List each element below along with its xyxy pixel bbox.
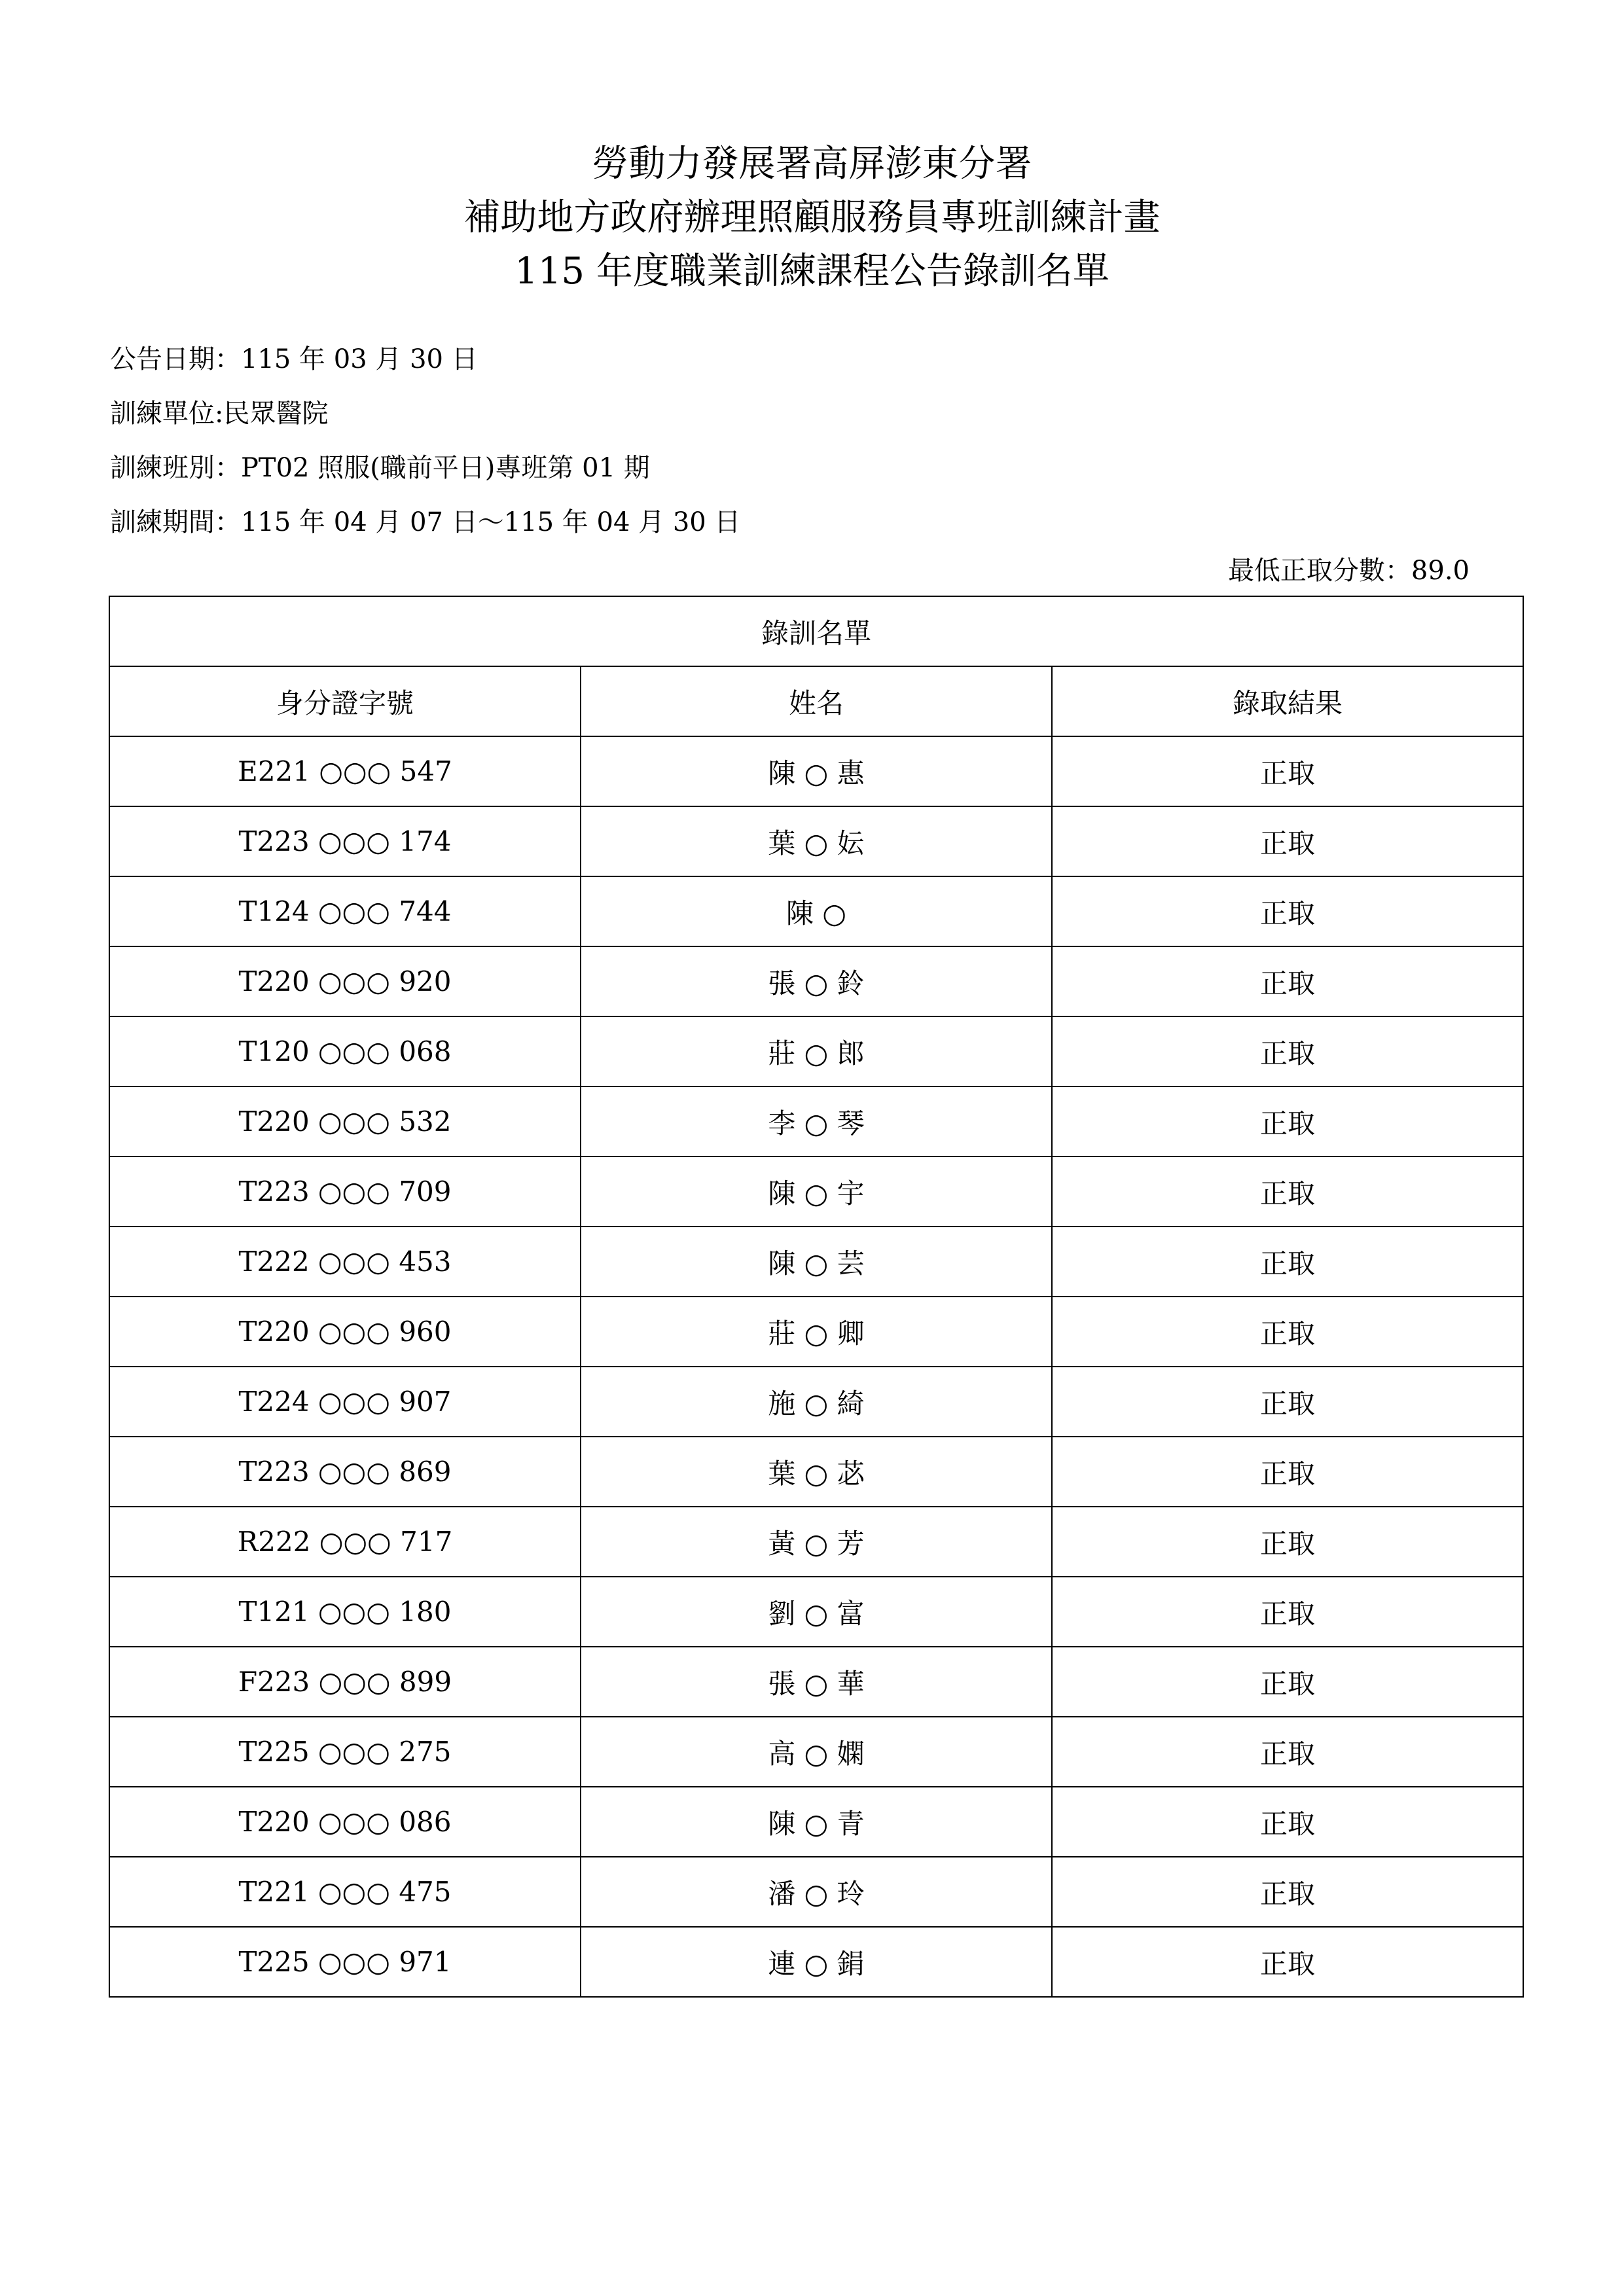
table-row [109,1857,1523,1927]
cell-id-number: T120 ○○○ 068 [109,1016,581,1086]
cell-result: 正取 [1052,1507,1523,1577]
cell-id-number: T223 ○○○ 174 [109,806,581,876]
cell-id-number: T124 ○○○ 744 [109,876,581,946]
table-row [109,1016,1523,1086]
table-row [109,736,1523,806]
cell-id-number: T121 ○○○ 180 [109,1577,581,1647]
cell-id-number: T223 ○○○ 709 [109,1157,581,1227]
cell-name: 陳 ○ [581,876,1052,946]
table-row [109,1367,1523,1437]
table-row [109,1647,1523,1717]
cell-id-number: T225 ○○○ 275 [109,1717,581,1787]
training-unit: 訓練單位:民眾醫院 [110,399,329,429]
table-row [109,1927,1523,1997]
cell-result: 正取 [1052,1437,1523,1507]
cell-result: 正取 [1052,1157,1523,1227]
cell-result: 正取 [1052,1227,1523,1297]
cell-result: 正取 [1052,806,1523,876]
cell-name: 陳 ○ 芸 [581,1227,1052,1297]
cell-name: 劉 ○ 富 [581,1577,1052,1647]
cell-id-number: T225 ○○○ 971 [109,1927,581,1997]
cell-id-number: T223 ○○○ 869 [109,1437,581,1507]
cell-id-number: T222 ○○○ 453 [109,1227,581,1297]
cell-name: 陳 ○ 惠 [581,736,1052,806]
admission-table [109,596,1524,1998]
table-row [109,806,1523,876]
cell-id-number: E221 ○○○ 547 [109,736,581,806]
title-program: 補助地方政府辦理照顧服務員專班訓練計畫 [463,196,1161,239]
cell-name: 連 ○ 鋗 [581,1927,1052,1997]
cell-result: 正取 [1052,1717,1523,1787]
table-caption: 錄訓名單 [109,596,1523,666]
cell-name: 李 ○ 琴 [581,1086,1052,1157]
minimum-score: 最低正取分數：89.0 [1227,556,1470,586]
cell-result: 正取 [1052,1086,1523,1157]
table-row [109,1297,1523,1367]
table-row [109,1157,1523,1227]
cell-result: 正取 [1052,736,1523,806]
cell-result: 正取 [1052,1297,1523,1367]
table-row [109,1507,1523,1577]
table-body [109,736,1523,1997]
cell-result: 正取 [1052,1787,1523,1857]
announce-date: 公告日期：115 年 03 月 30 日 [110,344,478,374]
cell-name: 施 ○ 綺 [581,1367,1052,1437]
cell-name: 莊 ○ 郎 [581,1016,1052,1086]
announcement-meta [110,332,1485,550]
cell-id-number: T220 ○○○ 960 [109,1297,581,1367]
cell-id-number: T221 ○○○ 475 [109,1857,581,1927]
header-id-number: 身分證字號 [109,666,581,736]
cell-name: 陳 ○ 宇 [581,1157,1052,1227]
training-period: 訓練期間：115 年 04 月 07 日～115 年 04 月 30 日 [110,507,741,537]
cell-id-number: T220 ○○○ 086 [109,1787,581,1857]
title-agency: 勞動力發展署高屏澎東分署 [592,143,1032,185]
cell-id-number: T224 ○○○ 907 [109,1367,581,1437]
cell-result: 正取 [1052,1577,1523,1647]
header-result: 錄取結果 [1052,666,1523,736]
table-row [109,1437,1523,1507]
cell-id-number: F223 ○○○ 899 [109,1647,581,1717]
cell-name: 潘 ○ 玲 [581,1857,1052,1927]
training-class: 訓練班別：PT02 照服(職前平日)專班第 01 期 [110,453,650,483]
table-caption-row [109,596,1523,666]
cell-id-number: R222 ○○○ 717 [109,1507,581,1577]
cell-result: 正取 [1052,946,1523,1016]
cell-result: 正取 [1052,1647,1523,1717]
cell-result: 正取 [1052,1367,1523,1437]
table-row [109,1577,1523,1647]
cell-name: 黃 ○ 芳 [581,1507,1052,1577]
cell-name: 高 ○ 嫻 [581,1717,1052,1787]
cell-id-number: T220 ○○○ 532 [109,1086,581,1157]
table-row [109,876,1523,946]
cell-result: 正取 [1052,1857,1523,1927]
cell-result: 正取 [1052,1927,1523,1997]
table-header-row [109,666,1523,736]
header-name: 姓名 [581,666,1052,736]
table-row [109,1717,1523,1787]
cell-name: 莊 ○ 卿 [581,1297,1052,1367]
cell-name: 張 ○ 華 [581,1647,1052,1717]
cell-name: 陳 ○ 青 [581,1787,1052,1857]
table-row [109,1086,1523,1157]
table-row [109,946,1523,1016]
table-row [109,1227,1523,1297]
cell-name: 葉 ○ 妘 [581,806,1052,876]
cell-id-number: T220 ○○○ 920 [109,946,581,1016]
title-announcement: 115 年度職業訓練課程公告錄訓名單 [514,250,1110,293]
cell-result: 正取 [1052,876,1523,946]
cell-result: 正取 [1052,1016,1523,1086]
cell-name: 張 ○ 鈴 [581,946,1052,1016]
document-title-block [0,137,1624,298]
cell-name: 葉 ○ 苾 [581,1437,1052,1507]
table-row [109,1787,1523,1857]
